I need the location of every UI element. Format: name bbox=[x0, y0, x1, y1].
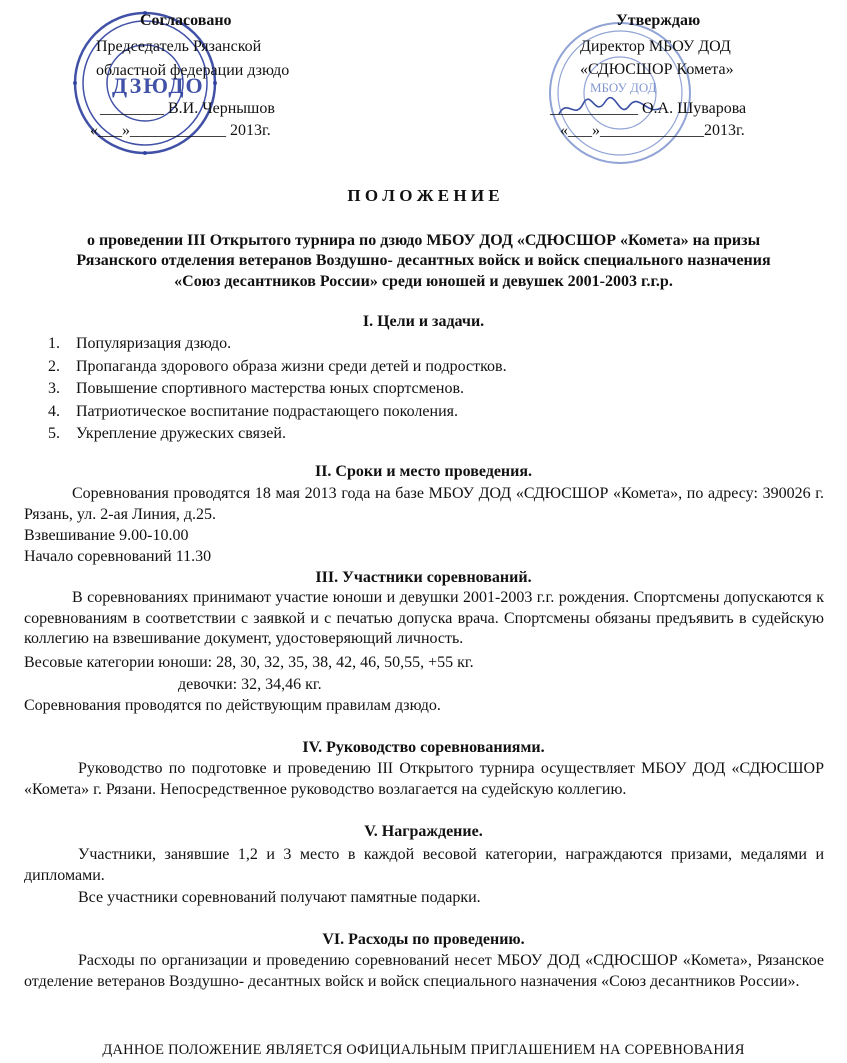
approval-right-line1: Директор МБОУ ДОД bbox=[580, 38, 731, 55]
section-4-title: IV. Руководство соревнованиями. bbox=[302, 739, 545, 756]
section-4-paragraph: Руководство по подготовке и проведению III Открытого турнира осуществляет МБОУ ДОД «СДЮСШОР «Комета» г. Рязани. Непосредственное руководство возлагается на судейскую коллегию. bbox=[24, 760, 824, 798]
list-item: 3. Повышение спортивного мастерства юных спортсменов. bbox=[48, 380, 464, 397]
approval-left-title: Согласовано bbox=[140, 12, 232, 29]
approval-left-line1: Председатель Рязанской bbox=[96, 38, 262, 55]
section-6-title: VI. Расходы по проведению. bbox=[322, 931, 525, 948]
approval-right-signature: ___________ О.А. Шуварова bbox=[550, 100, 747, 117]
document-subtitle-line2: Рязанского отделения ветеранов Воздушно- десантных войск и войск специального назначения bbox=[76, 252, 771, 269]
document-title: П О Л О Ж Е Н И Е bbox=[347, 186, 500, 205]
list-item: 5. Укрепление дружеских связей. bbox=[48, 425, 286, 442]
section-3-title: III. Участники соревнований. bbox=[315, 569, 532, 586]
section-2-paragraph: Соревнования проводятся 18 мая 2013 года на базе МБОУ ДОД «СДЮСШОР «Комета», по адресу: 390026 г. Рязань, ул. 2-ая Линия, д.25. bbox=[24, 485, 824, 523]
girls-weight-categories: девочки: 32, 34,46 кг. bbox=[178, 676, 322, 693]
official-invitation-notice: ДАННОЕ ПОЛОЖЕНИЕ ЯВЛЯЕТСЯ ОФИЦИАЛЬНЫМ ПРИГЛАШЕНИЕМ НА СОРЕВНОВАНИЯ bbox=[102, 1042, 745, 1058]
section-1-title: I. Цели и задачи. bbox=[362, 313, 485, 330]
approval-left-date: «___»____________ 2013г. bbox=[90, 122, 271, 139]
list-item: 2. Пропаганда здорового образа жизни среди детей и подростков. bbox=[48, 357, 507, 375]
document-subtitle-line1: о проведении III Открытого турнира по дзюдо МБОУ ДОД «СДЮСШОР «Комета» на призы bbox=[86, 232, 761, 249]
section-5-title: V. Награждение. bbox=[364, 823, 483, 840]
document-subtitle-line3: «Союз десантников России» среди юношей и девушек 2001-2003 г.г.р. bbox=[174, 273, 673, 290]
start-time: Начало соревнований 11.30 bbox=[24, 548, 212, 565]
seal-text: ДЗЮДО bbox=[112, 73, 205, 98]
boys-weight-categories: Весовые категории юноши: 28, 30, 32, 35, 38, 42, 46, 50,55, +55 кг. bbox=[24, 654, 474, 671]
approval-right-date: «___»_____________2013г. bbox=[560, 122, 745, 139]
section-6-paragraph: Расходы по организации и проведению соревнований несет МБОУ ДОД «СДЮСШОР «Комета», Рязанское отделение ветеранов Воздушно- десантных войск и войск специального назначения «Союз десантников России». bbox=[24, 952, 824, 990]
list-item: 1. Популяризация дзюдо. bbox=[48, 335, 232, 352]
approval-right-title: Утверждаю bbox=[616, 12, 701, 29]
section-5-gifts: Все участники соревнований получают памятные подарки. bbox=[78, 889, 481, 906]
section-5-paragraph: Участники, занявшие 1,2 и 3 место в каждой весовой категории, награждаются призами, медалями и дипломами. bbox=[24, 846, 824, 884]
list-item: 4. Патриотическое воспитание подрастающего поколения. bbox=[48, 402, 458, 420]
weigh-in-time: Взвешивание 9.00-10.00 bbox=[24, 527, 189, 544]
approval-left-line2: областной федерации дзюдо bbox=[96, 62, 290, 79]
goals-list bbox=[48, 333, 507, 446]
approval-left-signature: ________ В.И. Чернышов bbox=[100, 100, 275, 117]
seal-text: МБОУ ДОД bbox=[590, 80, 657, 95]
section-2-title: II. Сроки и место проведения. bbox=[314, 463, 533, 480]
section-3-paragraph: В соревнованиях принимают участие юноши и девушки 2001-2003 г.г. рождения. Спортсмены допускаются к соревнованиям в соответствии с заявкой и с печатью допуска врача. Спортсмены обязаны предъявить в судейскую коллегию на взвешивание документ, удостоверяющий личность. bbox=[24, 589, 824, 647]
approval-right-line2: «СДЮСШОР Комета» bbox=[580, 61, 734, 78]
competition-rules: Соревнования проводятся по действующим правилам дзюдо. bbox=[24, 697, 441, 714]
